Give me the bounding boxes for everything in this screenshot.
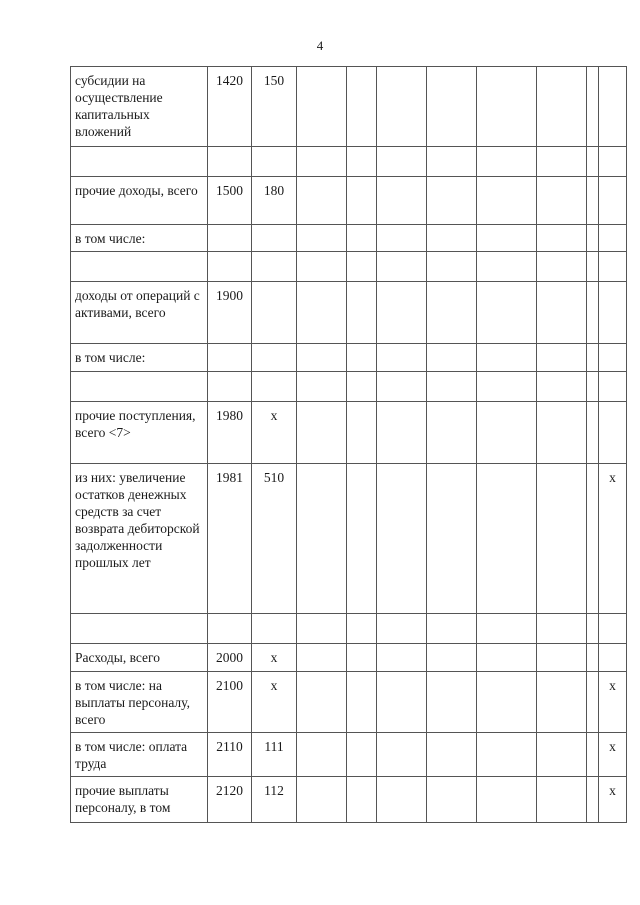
row-kosgu [252, 344, 297, 372]
row-code [208, 225, 252, 252]
table-row [71, 252, 627, 282]
row-last-value [599, 344, 627, 372]
value-cell [347, 464, 377, 614]
value-cell [297, 225, 347, 252]
value-cell [477, 733, 537, 777]
value-cell [377, 733, 427, 777]
value-cell [427, 372, 477, 402]
value-cell [297, 614, 347, 644]
row-last-value [599, 67, 627, 147]
row-last-value: x [599, 464, 627, 614]
value-cell [377, 225, 427, 252]
row-label: доходы от операций с активами, всего [71, 282, 208, 344]
row-last-value [599, 614, 627, 644]
value-cell [347, 644, 377, 672]
table-row [71, 672, 627, 733]
value-cell [477, 147, 537, 177]
row-code [208, 252, 252, 282]
value-cell [347, 225, 377, 252]
row-code [208, 372, 252, 402]
row-label: субсидии на осуществление капитальных вложений [71, 67, 208, 147]
table-row [71, 147, 627, 177]
value-cell [587, 672, 599, 733]
table-row [71, 67, 627, 147]
value-cell [477, 777, 537, 823]
value-cell [537, 777, 587, 823]
value-cell [537, 464, 587, 614]
value-cell [587, 614, 599, 644]
row-code [208, 147, 252, 177]
row-kosgu: 111 [252, 733, 297, 777]
table-row [71, 402, 627, 464]
value-cell [477, 372, 537, 402]
row-last-value [599, 177, 627, 225]
value-cell [297, 464, 347, 614]
value-cell [537, 225, 587, 252]
value-cell [377, 282, 427, 344]
row-last-value: x [599, 672, 627, 733]
value-cell [347, 147, 377, 177]
row-kosgu [252, 372, 297, 402]
row-kosgu: 180 [252, 177, 297, 225]
value-cell [347, 777, 377, 823]
value-cell [377, 614, 427, 644]
value-cell [427, 67, 477, 147]
value-cell [427, 614, 477, 644]
value-cell [587, 67, 599, 147]
value-cell [297, 252, 347, 282]
row-code: 2120 [208, 777, 252, 823]
value-cell [537, 644, 587, 672]
row-label: Расходы, всего [71, 644, 208, 672]
value-cell [427, 177, 477, 225]
value-cell [587, 733, 599, 777]
value-cell [477, 67, 537, 147]
value-cell [587, 464, 599, 614]
table-row [71, 344, 627, 372]
value-cell [477, 402, 537, 464]
value-cell [297, 147, 347, 177]
row-last-value [599, 282, 627, 344]
value-cell [377, 67, 427, 147]
row-code: 2110 [208, 733, 252, 777]
value-cell [347, 733, 377, 777]
row-last-value: x [599, 733, 627, 777]
row-code: 2100 [208, 672, 252, 733]
table-row [71, 614, 627, 644]
value-cell [427, 344, 477, 372]
table-row [71, 225, 627, 252]
page-number: 4 [316, 38, 324, 53]
value-cell [587, 282, 599, 344]
row-last-value [599, 252, 627, 282]
value-cell [477, 614, 537, 644]
value-cell [347, 177, 377, 225]
value-cell [377, 644, 427, 672]
row-label: из них: увеличение остатков денежных средств за счет возврата дебиторской задолженности прошлых лет [71, 464, 208, 614]
value-cell [477, 282, 537, 344]
table-row [71, 177, 627, 225]
row-code: 1500 [208, 177, 252, 225]
value-cell [297, 733, 347, 777]
row-last-value [599, 644, 627, 672]
value-cell [427, 225, 477, 252]
row-code: 1981 [208, 464, 252, 614]
value-cell [587, 644, 599, 672]
value-cell [377, 464, 427, 614]
value-cell [347, 252, 377, 282]
row-label [71, 252, 208, 282]
row-last-value [599, 372, 627, 402]
row-last-value [599, 147, 627, 177]
row-label [71, 147, 208, 177]
value-cell [347, 614, 377, 644]
value-cell [427, 147, 477, 177]
value-cell [587, 177, 599, 225]
row-label: в том числе: [71, 225, 208, 252]
value-cell [347, 67, 377, 147]
table-row [71, 644, 627, 672]
value-cell [377, 402, 427, 464]
row-last-value [599, 402, 627, 464]
value-cell [587, 147, 599, 177]
row-label: в том числе: [71, 344, 208, 372]
value-cell [537, 282, 587, 344]
value-cell [537, 147, 587, 177]
value-cell [477, 672, 537, 733]
row-label: прочие выплаты персоналу, в том [71, 777, 208, 823]
value-cell [537, 252, 587, 282]
value-cell [537, 372, 587, 402]
value-cell [427, 777, 477, 823]
row-kosgu: 112 [252, 777, 297, 823]
table-row [71, 282, 627, 344]
value-cell [347, 402, 377, 464]
value-cell [377, 252, 427, 282]
value-cell [537, 67, 587, 147]
value-cell [537, 344, 587, 372]
value-cell [427, 282, 477, 344]
value-cell [537, 672, 587, 733]
value-cell [347, 372, 377, 402]
row-label: в том числе: оплата труда [71, 733, 208, 777]
value-cell [377, 177, 427, 225]
table-row [71, 372, 627, 402]
value-cell [297, 672, 347, 733]
value-cell [297, 282, 347, 344]
row-kosgu: x [252, 644, 297, 672]
value-cell [427, 644, 477, 672]
value-cell [297, 177, 347, 225]
table-row [71, 777, 627, 823]
value-cell [477, 464, 537, 614]
row-kosgu [252, 252, 297, 282]
row-kosgu [252, 614, 297, 644]
value-cell [377, 672, 427, 733]
value-cell [377, 777, 427, 823]
value-cell [347, 282, 377, 344]
financial-table [70, 66, 627, 823]
row-label [71, 614, 208, 644]
value-cell [297, 344, 347, 372]
value-cell [297, 777, 347, 823]
value-cell [587, 402, 599, 464]
value-cell [477, 252, 537, 282]
row-code: 2000 [208, 644, 252, 672]
value-cell [427, 733, 477, 777]
value-cell [427, 402, 477, 464]
row-code [208, 344, 252, 372]
value-cell [427, 464, 477, 614]
row-code: 1980 [208, 402, 252, 464]
value-cell [377, 372, 427, 402]
value-cell [587, 372, 599, 402]
value-cell [537, 177, 587, 225]
row-kosgu [252, 147, 297, 177]
row-code [208, 614, 252, 644]
value-cell [587, 344, 599, 372]
value-cell [537, 402, 587, 464]
value-cell [477, 225, 537, 252]
row-kosgu: 510 [252, 464, 297, 614]
table-row [71, 733, 627, 777]
row-label: прочие доходы, всего [71, 177, 208, 225]
row-kosgu [252, 225, 297, 252]
row-kosgu: x [252, 672, 297, 733]
value-cell [297, 644, 347, 672]
value-cell [587, 252, 599, 282]
value-cell [297, 402, 347, 464]
row-label: в том числе: на выплаты персоналу, всего [71, 672, 208, 733]
table-body [71, 67, 627, 823]
value-cell [297, 372, 347, 402]
value-cell [427, 672, 477, 733]
table-row [71, 464, 627, 614]
value-cell [587, 777, 599, 823]
value-cell [537, 614, 587, 644]
value-cell [587, 225, 599, 252]
value-cell [477, 644, 537, 672]
value-cell [377, 344, 427, 372]
row-code: 1900 [208, 282, 252, 344]
row-kosgu: x [252, 402, 297, 464]
value-cell [427, 252, 477, 282]
row-last-value [599, 225, 627, 252]
value-cell [477, 177, 537, 225]
value-cell [297, 67, 347, 147]
value-cell [377, 147, 427, 177]
row-kosgu [252, 282, 297, 344]
value-cell [537, 733, 587, 777]
value-cell [347, 672, 377, 733]
row-last-value: x [599, 777, 627, 823]
value-cell [477, 344, 537, 372]
row-label [71, 372, 208, 402]
value-cell [347, 344, 377, 372]
row-label: прочие поступления, всего <7> [71, 402, 208, 464]
row-kosgu: 150 [252, 67, 297, 147]
row-code: 1420 [208, 67, 252, 147]
